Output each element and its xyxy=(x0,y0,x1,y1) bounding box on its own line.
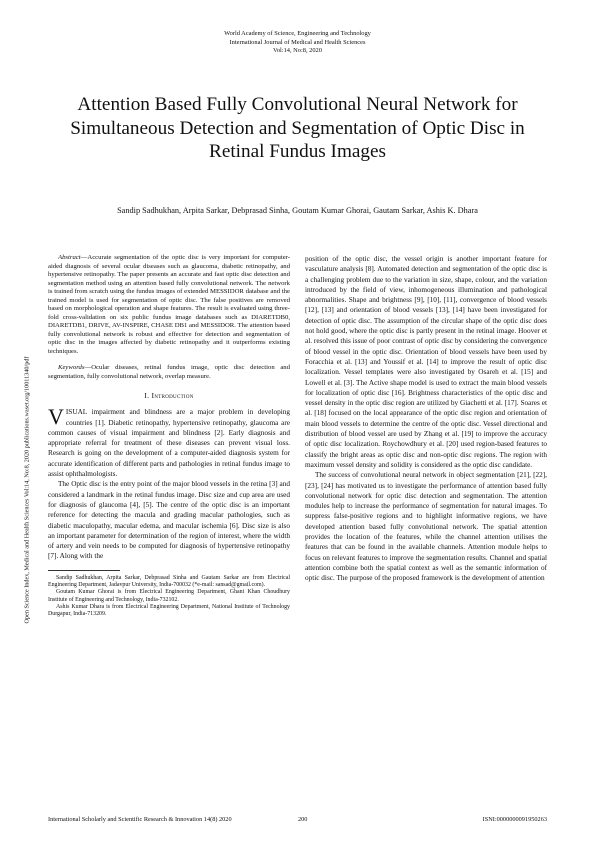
abstract-text: —Accurate segmentation of the optic disc is very important for computer-aided diagnosis of several ocular diseases such as glaucoma, diabetic retinopathy, and hypertensive retinopathy. The paper presents an accurate and fast optic disc detection and segmentation method using an attention based fully convolutional network. The network is trained from scratch using the fundus images of extended MESSIDOR database and the trained model is used for segmentation of optic disc. The false positives are removed based on morphological operation and shape features. The result is evaluated using three-fold cross-validation on six public fundus image databases such as DIARETDB0, DIARETDB1, DRIVE, AV-INSPIRE, CHASE DB1 and MESSIDOR. The attention based fully convolutional network is robust and effective for detection and segmentation of optic disc in the images affected by diabetic retinopathy and it outperforms existing techniques. xyxy=(48,254,290,355)
section-numeral: I. xyxy=(144,391,150,400)
section-heading xyxy=(48,391,290,401)
author-list: Sandip Sadhukhan, Arpita Sarkar, Debprasad Sinha, Goutam Kumar Ghorai, Gautam Sarkar, Ashis K. Dhara xyxy=(117,206,478,215)
left-column xyxy=(48,254,290,619)
keywords xyxy=(48,364,290,381)
journal-header xyxy=(0,30,595,56)
intro-paragraph-1-text: ISUAL impairment and blindness are a major problem in developing countries [1]. Diabetic retinopathy, hypertensive retinopathy, glaucoma are common causes of visual impairment and blindness [2]. Early diagnosis and appropriate referral for treatment of these diseases can prevent visual loss. Research is going on the development of a computer-aided diagnosis system for accurate identification of different parts and pathologies in retinal fundus image to assist ophthalmologists. xyxy=(48,408,290,479)
drop-cap: V xyxy=(48,404,64,430)
journal-header-line1: World Academy of Science, Engineering and Technology xyxy=(224,30,371,37)
keywords-label: Keywords xyxy=(58,364,85,371)
paper-title: Attention Based Fully Convolutional Neural Network for Simultaneous Detection and Segmentation of Optic Disc in Retinal Fundus Images xyxy=(70,94,525,162)
footnote-affiliation-3: Ashis Kumar Dhara is from Electrical Engineering Department, National Institute of Technology Durgapur, India-713209. xyxy=(48,603,290,618)
journal-header-line2: International Journal of Medical and Health Sciences xyxy=(229,38,366,46)
footer-publisher: International Scholarly and Scientific Research & Innovation 14(8) 2020 xyxy=(48,816,232,823)
abstract xyxy=(48,254,290,356)
intro-paragraph-1 xyxy=(48,404,290,479)
right-paragraph-1: position of the optic disc, the vessel origin is another important feature for vasculature analysis [8]. Automated detection and segmentation of the optic disc is a challenging problem due to the variation in size, shape, colour, and the variation introduced by the field of view, inhomogeneous illumination and pathological abnormalities. Shape and brightness [9], [10], [11], convergence of blood vessels [12], [13] and orientation of blood vessels [13], [14] have been investigated for detection of optic disc. The assumption of the circular shape of the optic disc does not hold good, where the optic disc is partly present in the retinal image. Hoover et al. resolved this issue of poor contrast of optic disc by considering the convergence of blood vessel in the optic disc. Orientation of blood vessels have been used by Foracchia et al. [13] and Youssif et al. [14] to improve the result of optic disc localization. Vessel templates were also investigated by Osareh et al. [15] and Lowell et al. [3]. The Active shape model is used to extract the main blood vessels for localization of optic disc [16]. Brightness characteristics of the optic disc and vessel density in the optic disc region are utilized by Giachetti et al. [17]. Soares et al. [18] focused on the local appearance of the optic disc region and orientation of main blood vessels to determine the centre of the optic disc. Vessel directional and distribution of blood vessel are used by Zhang et al. [19] to improve the accuracy of optic disc localization. Roychowdhury et al. [20] used region-based features to classify the bright areas as optic disc and non-optic disc regions. The region with maximum vessel density and solidity is considered as the optic disc candidate. xyxy=(305,255,547,469)
footer-isni: ISNI:0000000091950263 xyxy=(482,816,547,823)
right-paragraph-2: The success of convolutional neural network in object segmentation [21], [22], [23], [24] has motivated us to investigate the performance of attention based fully convolutional network for optic disc detection and segmentation. The attention modules help to increase the performance of segmentation for natural images. To suppress false-positive regions and to highlight informative regions, we have developed attention based fully convolutional network. The spatial attention provides the location of the features, while the channel attention utilises the features that can be found in the available channels. Attention module helps to focus on relevant features to improve the segmentation results. Channel and spatial attention combine both the spatial context as well as the semantic information of optic disc. The purpose of the proposed framework is the development of attention xyxy=(305,471,547,583)
right-column xyxy=(305,254,547,584)
abstract-label: Abstract xyxy=(58,254,81,261)
keywords-text: —Ocular diseases, retinal fundus image, optic disc detection and segmentation, fully convolutional network, overlap measure. xyxy=(48,364,290,380)
footnote-affiliation-1: Sandip Sadhukhan, Arpita Sarkar, Debprasad Sinha and Gautam Sarkar are from Electrical Engineering Department, Jadavpur University, India-700032 (*e-mail: sansad@gmail.com). xyxy=(48,574,290,589)
side-index-text: Open Science Index, Medical and Health Sciences Vol:14, No:8, 2020 publications.waset.org/10011340/pdf xyxy=(23,356,31,624)
side-index-strip xyxy=(22,280,32,700)
intro-paragraph-2: The Optic disc is the entry point of the major blood vessels in the retina [3] and considered a landmark in the retinal fundus image. Disc size and cup area are used for diagnosis of glaucoma [4], [5]. The centre of the optic disc is an important reference for detecting the macula and grading macular pathologies, such as diabetic maculopathy, macular edema, and macular ischemia [6]. Disc size is also an important parameter for determination of the region of interest, where the width of artery and vein needs to be computed for diagnosis of hypertensive retinopathy [7]. Along with the xyxy=(48,480,290,561)
page-number: 200 xyxy=(298,816,308,823)
footnote-rule xyxy=(48,570,120,571)
footnote-affiliation-2: Goutam Kumar Ghorai is from Electrical Engineering Department, Ghani Khan Choudhury Institute of Engineering and Technology, India-732102. xyxy=(48,589,290,603)
journal-header-line3: Vol:14, No:8, 2020 xyxy=(273,47,322,55)
section-title: Introduction xyxy=(151,391,194,400)
